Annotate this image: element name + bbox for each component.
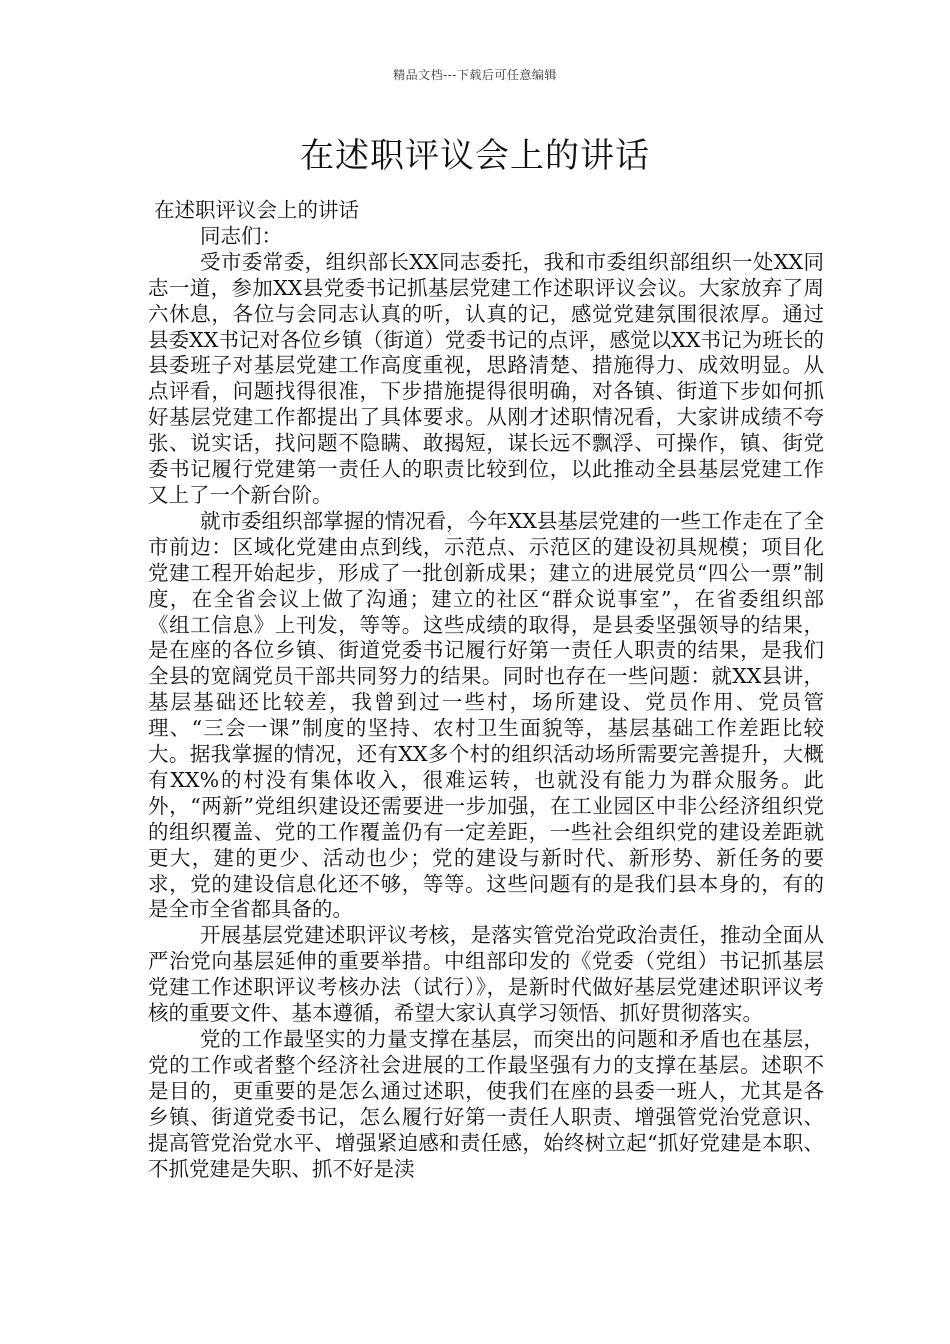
paragraph-3: 开展基层党建述职评议考核，是落实管党治党政治责任，推动全面从严治党向基层延伸的重要举措。中组部印发的《党委（党组）书记抓基层党建工作述职评议考核办法（试行）》，是新时代做好基层党建述职评议考核的重要文件、基本遵循，希望大家认真学习领悟、抓好贯彻落实。 [148, 923, 824, 1026]
paragraph-4: 党的工作最坚实的力量支撑在基层，而突出的问题和矛盾也在基层，党的工作或者整个经济社会进展的工作最坚强有力的支撑在基层。述职不是目的，更重要的是怎么通过述职，使我们在座的县委一班人，尤其是各乡镇、街道党委书记，怎么履行好第一责任人职责、增强管党治党意识、提高管党治党水平、增强紧迫感和责任感，始终树立起“抓好党建是本职、不抓党建是失职、抓不好是渎 [148, 1027, 824, 1181]
document-subtitle: 在述职评议会上的讲话 [154, 198, 359, 222]
document-title: 在述职评议会上的讲话 [300, 136, 650, 176]
paragraph-1: 受市委常委，组织部长XX同志委托，我和市委组织部组织一处XX同志一道，参加XX县党委书记抓基层党建工作述职评议会议。大家放弃了周六休息，各位与会同志认真的听，认真的记，感觉党建氛围很浓厚。通过县委XX书记对各位乡镇（街道）党委书记的点评，感觉以XX书记为班长的县委班子对基层党建工作高度重视，思路清楚、措施得力、成效明显。从点评看，问题找得很准，下步措施提得很明确，对各镇、街道下步如何抓好基层党建工作都提出了具体要求。从刚才述职情况看，大家讲成绩不夸张、说实话，找问题不隐瞒、敢揭短，谋长远不飘浮、可操作，镇、街党委书记履行党建第一责任人的职责比较到位，以此推动全县基层党建工作又上了一个新台阶。 [148, 249, 824, 507]
paragraph-2: 就市委组织部掌握的情况看，今年XX县基层党建的一些工作走在了全市前边：区域化党建由点到线，示范点、示范区的建设初具规模；项目化党建工程开始起步，形成了一批创新成果；建立的进展党员“四公一票”制度，在全省会议上做了沟通；建立的社区“群众说事室”，在省委组织部《组工信息》上刊发，等等。这些成绩的取得，是县委坚强领导的结果，是在座的各位乡镇、街道党委书记履行好第一责任人职责的结果，是我们全县的宽阔党员干部共同努力的结果。同时也存在一些问题：就XX县讲，基层基础还比较差，我曾到过一些村，场所建设、党员作用、党员管理、“三会一课”制度的坚持、农村卫生面貌等，基层基础工作差距比较大。据我掌握的情况，还有XX多个村的组织活动场所需要完善提升，大概有XX%的村没有集体收入，很难运转，也就没有能力为群众服务。此外，“两新”党组织建设还需要进一步加强，在工业园区中非公经济组织党的组织覆盖、党的工作覆盖仍有一定差距，一些社会组织党的建设差距就更大，建的更少、活动也少；党的建设与新时代、新形势、新任务的要求，党的建设信息化还不够，等等。这些问题有的是我们县本身的，有的是全市全省都具备的。 [148, 508, 824, 922]
greeting: 同志们： [200, 223, 282, 248]
header-note: 精品文档---下载后可任意编辑 [393, 68, 557, 82]
document-body [148, 198, 824, 1182]
